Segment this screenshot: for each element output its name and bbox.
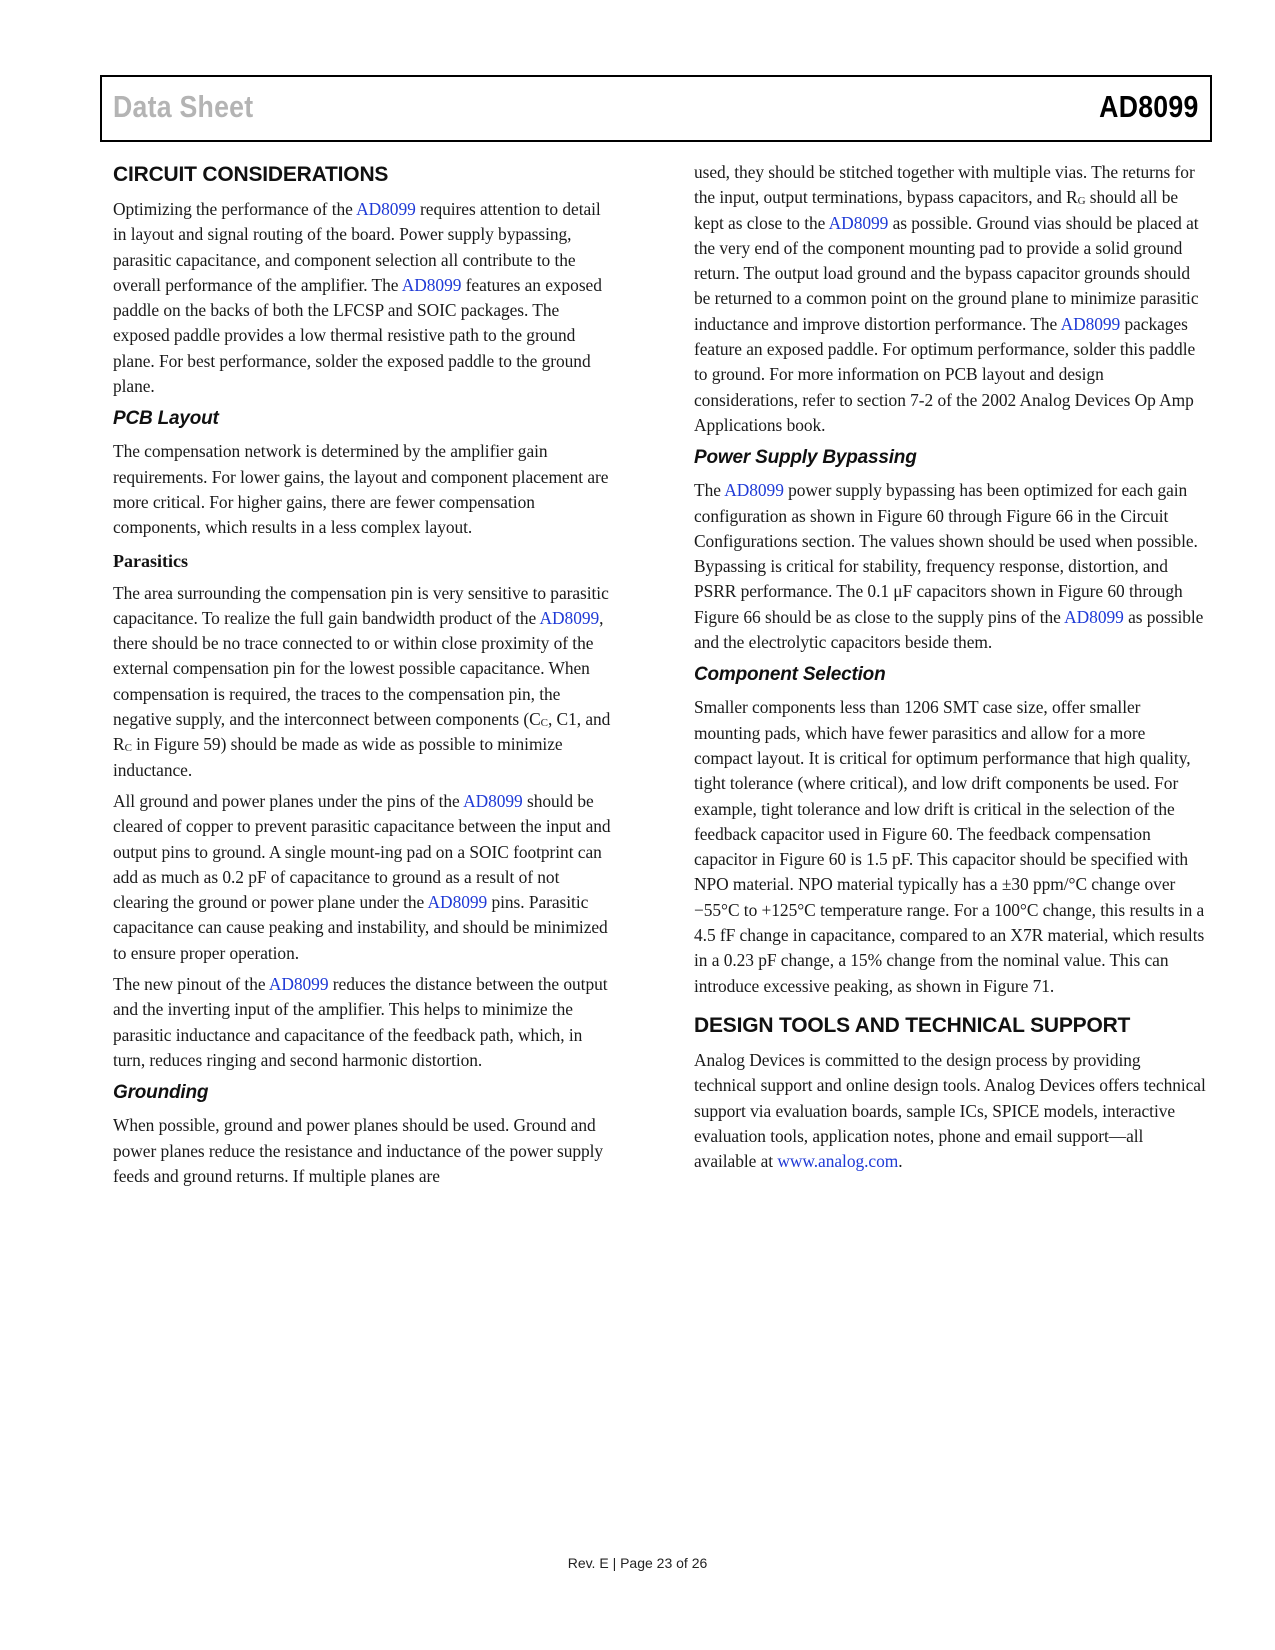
circuit-considerations-heading: CIRCUIT CONSIDERATIONS (113, 163, 389, 186)
design-tools-paragraph: Analog Devices is committed to the design process by providing technical support and online design tools. Analog Devices offers technical support via evaluation boards, sample ICs, SPICE models, interactive evaluation tools, application notes, phone and email support—all available at www.analog.com. (694, 1049, 1206, 1172)
circuit-considerations-paragraph: Optimizing the performance of the AD8099 requires attention to detail in layout and signal routing of the board. Power supply bypassing, parasitic capacitance, and component selection all contribute to the overall performance of the amplifier. The AD8099 features an exposed paddle on the backs of both the LFCSP and SOIC packages. The exposed paddle provides a low thermal resistive path to the ground plane. For best performance, solder the exposed paddle to the ground plane. (113, 199, 602, 397)
parasitics-heading: Parasitics (113, 550, 188, 571)
ad8099-link[interactable]: AD8099 (724, 480, 784, 501)
design-tools-heading: DESIGN TOOLS AND TECHNICAL SUPPORT (694, 1013, 1131, 1037)
ad8099-link[interactable]: AD8099 (268, 974, 329, 995)
ad8099-link[interactable]: AD8099 (539, 607, 600, 628)
power-supply-bypassing-paragraph: The AD8099 power supply bypassing has been optimized for each gain configuration as shown in Figure 60 through Figure 66 in the Circuit Configurations section. The values shown should be used when possible. Bypassing is critical for stability, frequency response, distortion, and PSRR performance. The 0.1 μF capacitors shown in Figure 60 through Figure 66 should be as close to the supply pins of the AD8099 as possible and the electrolytic capacitors beside them. (694, 480, 1204, 653)
component-selection-heading: Component Selection (694, 664, 886, 686)
pcb-layout-paragraph: The compensation network is determined by the amplifier gain requirements. For lower gains, the layout and component placement are more critical. For higher gains, there are fewer compensation components, which results in a less complex layout. (113, 441, 609, 538)
grounding-paragraph: When possible, ground and power planes should be used. Ground and power planes reduce the resistance and inductance of the power supply feeds and ground returns. If multiple planes are (113, 1115, 604, 1186)
ground-planes-paragraph: All ground and power planes under the pins of the AD8099 should be cleared of copper to prevent parasitic capacitance between the input and output pins to ground. A single mount-ing pad on a SOIC footprint can add as much as 0.2 pF of capacitance to ground as a result of not clearing the ground or power plane under the AD8099 pins. Parasitic capacitance can cause peaking and instability, and should be minimized to ensure proper operation. (113, 790, 611, 963)
ad8099-link[interactable]: AD8099 (463, 790, 523, 811)
grounding-continued-paragraph: used, they should be stitched together with multiple vias. The returns for the input, output terminations, bypass capacitors, and $R_G$ should all be kept as close to the AD8099 as possible. Ground vias should be placed at the very end of the component mounting pad to provide a solid ground return. The output load ground and the bypass capacitor grounds should be returned to a common point on the ground plane to minimize parasitic inductance and improve distortion performance. The AD8099 packages feature an exposed paddle. For optimum performance, solder this paddle to ground. For more information on PCB layout and design considerations, refer to section 7-2 of the 2002 Analog Devices Op Amp Applications book. (694, 162, 1199, 435)
component-selection-paragraph: Smaller components less than 1206 SMT case size, offer smaller mounting pads, which have fewer parasitics and allow for a more compact layout. It is critical for optimum performance that high quality, tight tolerance (where critical), and low drift components be used. For example, tight tolerance and low drift is critical in the selection of the feedback capacitor used in Figure 60. The feedback compensation capacitor in Figure 60 is 1.5 pF. This capacitor should be specified with NPO material. NPO material typically has a ±30 ppm/°C change over −55°C to +125°C temperature range. For a 100°C change, this results in a 4.5 fF change in capacitance, compared to an X7R material, which results in a 0.23 pF change, a 15% change from the nominal value. This can introduce excessive peaking, as shown in Figure 71. (694, 697, 1205, 996)
ad8099-link[interactable]: AD8099 (427, 892, 488, 913)
pinout-paragraph: The new pinout of the AD8099 reduces the distance between the output and the inverting input of the amplifier. This helps to minimize the parasitic inductance and capacitance of the feedback path, which, in turn, reduces ringing and second harmonic distortion. (113, 974, 608, 1070)
pcb-layout-heading: PCB Layout (113, 408, 219, 430)
right-column (694, 160, 1206, 1180)
page-header (100, 75, 1212, 142)
page-footer: Rev. E | Page 23 of 26 (567, 1555, 708, 1571)
ad8099-link[interactable]: AD8099 (828, 212, 889, 233)
ad8099-link[interactable]: AD8099 (356, 199, 416, 219)
header-part-number: AD8099 (1099, 89, 1199, 124)
power-supply-bypassing-heading: Power Supply Bypassing (694, 447, 917, 469)
ad8099-link[interactable]: AD8099 (401, 274, 462, 295)
analog-website-link[interactable]: www.analog.com (777, 1151, 899, 1172)
header-doc-type: Data Sheet (113, 89, 254, 124)
ad8099-link[interactable]: AD8099 (1060, 313, 1121, 334)
parasitics-paragraph: The area surrounding the compensation pin is very sensitive to parasitic capacitance. To realize the full gain bandwidth product of the AD8099, there should be no trace connected to or within close proximity of the external compensation pin for the lowest possible capacitance. When compensation is required, the traces to the compensation pin, the negative supply, and the interconnect between components ($C_C$, C1, and $R_C$ in Figure 59) should be made as wide as possible to minimize inductance. (113, 582, 611, 780)
left-column (113, 160, 618, 1195)
grounding-heading: Grounding (113, 1082, 209, 1104)
ad8099-link[interactable]: AD8099 (1064, 606, 1124, 627)
